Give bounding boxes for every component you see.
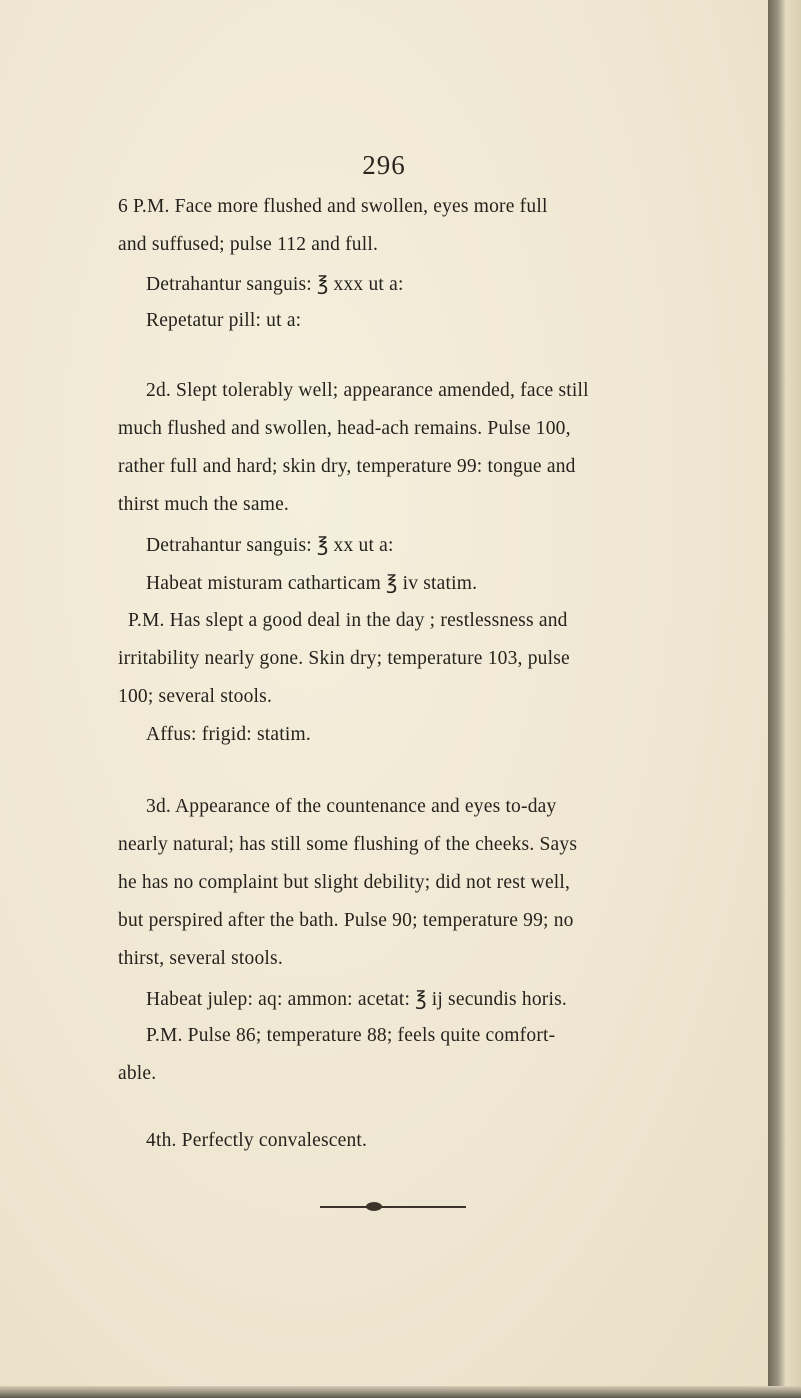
text-line: 3d. Appearance of the countenance and eyes to-day — [146, 796, 557, 817]
text-line: thirst much the same. — [118, 494, 289, 515]
closing-rule — [320, 1206, 466, 1208]
text-line: but perspired after the bath. Pulse 90; temperature 99; no — [118, 910, 574, 931]
text-line: rather full and hard; skin dry, temperature 99: tongue and — [118, 456, 576, 477]
page-number: 296 — [362, 150, 406, 180]
text-line: Detrahantur sanguis: ℥ xxx ut a: — [146, 274, 404, 295]
text-line: he has no complaint but slight debility; did not rest well, — [118, 872, 571, 893]
text-line: 6 P.M. Face more flushed and swollen, eyes more full — [118, 196, 548, 217]
page-bottom-edge — [0, 1386, 801, 1398]
text-line: thirst, several stools. — [118, 948, 283, 969]
text-line: Habeat misturam catharticam ℥ iv statim. — [146, 573, 478, 594]
text-line: 100; several stools. — [118, 686, 273, 707]
page-edge-shadow — [768, 0, 801, 1398]
text-line: Habeat julep: aq: ammon: acetat: ℥ ij secundis horis. — [146, 989, 567, 1010]
text-line: P.M. Has slept a good deal in the day ; restlessness and — [128, 610, 568, 631]
text-line: much flushed and swollen, head-ach remains. Pulse 100, — [118, 418, 571, 439]
text-line: able. — [118, 1063, 157, 1084]
text-line: Detrahantur sanguis: ℥ xx ut a: — [146, 535, 394, 556]
text-line: Affus: frigid: statim. — [146, 724, 311, 745]
closing-rule-ornament — [366, 1202, 382, 1211]
text-line: Repetatur pill: ut a: — [146, 310, 302, 331]
text-line: 4th. Perfectly convalescent. — [146, 1130, 368, 1151]
text-line: P.M. Pulse 86; temperature 88; feels quite comfort- — [146, 1025, 556, 1046]
text-line: and suffused; pulse 112 and full. — [118, 234, 379, 255]
text-line: nearly natural; has still some flushing of the cheeks. Says — [118, 834, 578, 855]
text-line: irritability nearly gone. Skin dry; temperature 103, pulse — [118, 648, 570, 669]
text-line: 2d. Slept tolerably well; appearance amended, face still — [146, 380, 589, 401]
